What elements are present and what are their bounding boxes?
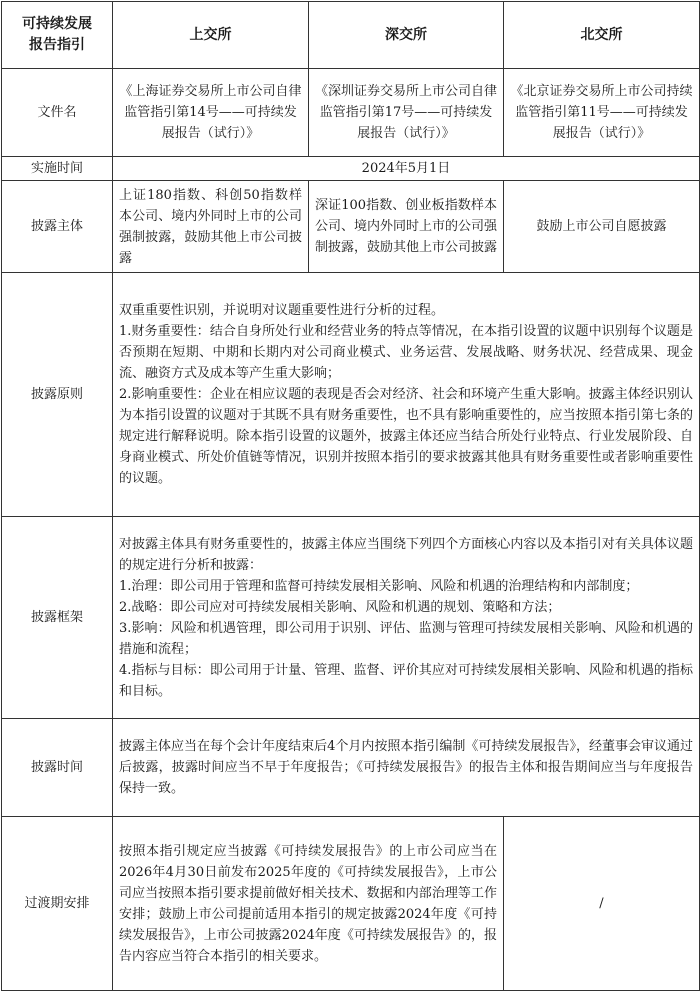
header-szse: 深交所 xyxy=(309,2,504,69)
principle-label: 披露原则 xyxy=(2,273,113,517)
framework-label: 披露框架 xyxy=(2,517,113,719)
subject-szse: 深证100指数、创业板指数样本公司、境内外同时上市的公司强制披露，鼓励其他上市公司披露 xyxy=(309,181,504,273)
principle-item-2: 2.影响重要性：企业在相应议题的表现是否会对经济、社会和环境产生重大影响。披露主体经识别认为本指引设置的议题对于其既不具有财务重要性，也不具有影响重要性的，应当按照本指引第七条的规定进行解释说明。除本指引设置的议题外，披露主体还应当结合所处行业特点、行业发展阶段、自身商业模式、所处价值链等情况，识别并按照本指引的要求披露其他具有财务重要性或者影响重要性的议题。 xyxy=(119,387,693,486)
timing-label: 披露时间 xyxy=(2,719,113,817)
framework-item-1: 1.治理：即公司用于管理和监督可持续发展相关影响、风险和机遇的治理结构和内部制度； xyxy=(119,578,639,594)
header-sse: 上交所 xyxy=(113,2,309,69)
framework-content xyxy=(113,517,700,719)
framework-item-2: 2.战略：即公司应对可持续发展相关影响、风险和机遇的规划、策略和方法； xyxy=(119,599,561,615)
timing-row xyxy=(2,719,700,817)
framework-item-3: 3.影响：风险和机遇管理，即公司用于识别、评估、监测与管理可持续发展相关影响、风险和机遇的措施和流程； xyxy=(119,620,693,657)
framework-intro: 对披露主体具有财务重要性的，披露主体应当围绕下列四个方面核心内容以及本指引对有关具体议题的规定进行分析和披露： xyxy=(119,536,693,573)
filename-bse: 《北京证券交易所上市公司持续监管指引第11号——可持续发展报告（试行）》 xyxy=(504,69,700,157)
principle-item-1: 1.财务重要性：结合自身所处行业和经营业务的特点等情况，在本指引设置的议题中识别每个议题是否预期在短期、中期和长期内对公司商业模式、业务运营、发展战略、财务状况、经营成果、现金流、融资方式及成本等产生重大影响； xyxy=(119,324,693,381)
subject-label: 披露主体 xyxy=(2,181,113,273)
transition-label: 过渡期安排 xyxy=(2,817,113,991)
transition-row xyxy=(2,817,700,991)
subject-sse: 上证180指数、科创50指数样本公司、境内外同时上市的公司强制披露，鼓励其他上市公司披露 xyxy=(113,181,309,273)
effective-date: 2024年5月1日 xyxy=(113,157,700,181)
header-row xyxy=(2,2,700,69)
timing-content: 披露主体应当在每个会计年度结束后4个月内按照本指引编制《可持续发展报告》，经董事会审议通过后披露，披露时间应当不早于年度报告；《可持续发展报告》的报告主体和报告期间应当与年度报告保持一致。 xyxy=(113,719,700,817)
principle-row xyxy=(2,273,700,517)
principle-intro: 双重重要性识别，并说明对议题重要性进行分析的过程。 xyxy=(119,303,445,318)
filename-szse: 《深圳证券交易所上市公司自律监管指引第17号——可持续发展报告（试行）》 xyxy=(309,69,504,157)
subject-bse: 鼓励上市公司自愿披露 xyxy=(504,181,700,273)
effective-row xyxy=(2,157,700,181)
header-corner: 可持续发展报告指引 xyxy=(2,2,113,69)
header-bse: 北交所 xyxy=(504,2,700,69)
framework-item-4: 4.指标与目标：即公司用于计量、管理、监督、评价其应对可持续发展相关影响、风险和机遇的指标和目标。 xyxy=(119,662,693,699)
filename-row xyxy=(2,69,700,157)
subject-row xyxy=(2,181,700,273)
transition-content: 按照本指引规定应当披露《可持续发展报告》的上市公司应当在2026年4月30日前发布2025年度的《可持续发展报告》，上市公司应当按照本指引要求提前做好相关技术、数据和内部治理等工作安排；鼓励上市公司提前适用本指引的规定披露2024年度《可持续发展报告》，上市公司披露2024年度《可持续发展报告》的，报告内容应当符合本指引的相关要求。 xyxy=(113,817,504,991)
framework-row xyxy=(2,517,700,719)
principle-content xyxy=(113,273,700,517)
effective-label: 实施时间 xyxy=(2,157,113,181)
comparison-table xyxy=(1,1,700,991)
filename-label: 文件名 xyxy=(2,69,113,157)
transition-bse: / xyxy=(504,817,700,991)
filename-sse: 《上海证券交易所上市公司自律监管指引第14号——可持续发展报告（试行）》 xyxy=(113,69,309,157)
